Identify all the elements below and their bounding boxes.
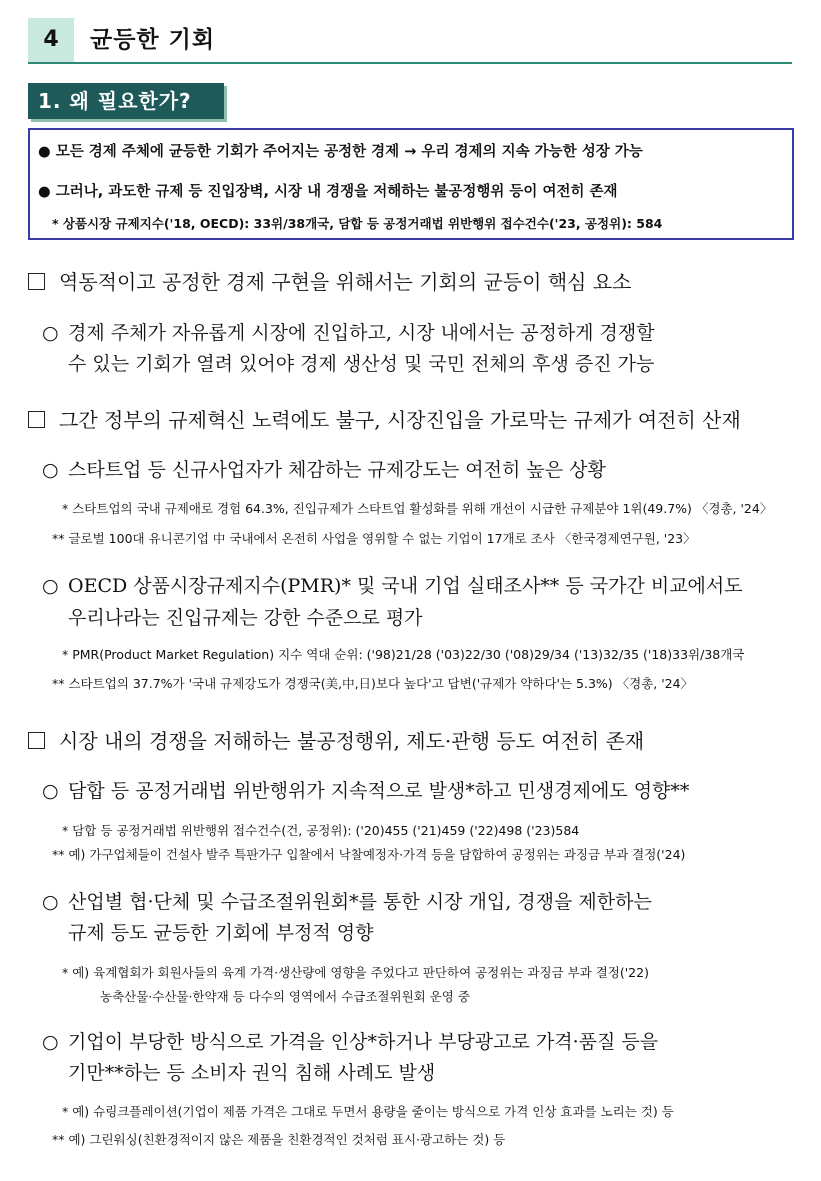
point-2-sub-1-text: 스타트업 등 신규사업자가 체감하는 규제강도는 여전히 높은 상황	[68, 459, 606, 481]
point-3-sub-1-text: 담합 등 공정거래법 위반행위가 지속적으로 발생*하고 민생경제에도 영향**	[68, 780, 690, 802]
point-1-sub-1	[42, 318, 655, 345]
point-2-note-2: ** 글로벌 100대 유니콘기업 中 국내에서 온전히 사업을 영위할 수 없는 기업이 17개로 조사 〈한국경제연구원, '23〉	[52, 531, 696, 546]
point-3-note-6: ** 예) 그린워싱(친환경적이지 않은 제품을 친환경적인 것처럼 표시·광고하는 것) 등	[52, 1132, 506, 1147]
point-2-note-4: ** 스타트업의 37.7%가 '국내 규제강도가 경쟁국(美,中,日)보다 높다'고 답변('규제가 약하다'는 5.3%) 〈경총, '24〉	[52, 676, 694, 691]
chapter-number: 4	[28, 18, 74, 62]
circle-bullet-icon: ○	[42, 575, 59, 597]
point-2-sub-1	[42, 455, 606, 482]
chapter-header	[28, 18, 792, 62]
summary-line-2: ● 그러나, 과도한 규제 등 진입장벽, 시장 내 경쟁을 저해하는 불공정행위 등이 여전히 존재	[38, 184, 618, 200]
circle-bullet-icon: ○	[42, 891, 59, 913]
point-2-note-1: * 스타트업의 국내 규제애로 경험 64.3%, 진입규제가 스타트업 활성화를 위해 개선이 시급한 규제분야 1위(49.7%) 〈경총, '24〉	[62, 501, 773, 516]
point-3-heading	[28, 725, 644, 754]
point-2-text: 그간 정부의 규제혁신 노력에도 불구, 시장진입을 가로막는 규제가 여전히 산재	[59, 408, 741, 432]
point-3-note-4: 농축산물·수산물·한약재 등 다수의 영역에서 수급조절위원회 운영 중	[100, 989, 470, 1004]
point-3-text: 시장 내의 경쟁을 저해하는 불공정행위, 제도·관행 등도 여전히 존재	[59, 729, 645, 753]
square-bullet-icon	[28, 273, 45, 290]
point-3-sub-2-line-2: 규제 등도 균등한 기회에 부정적 영향	[68, 922, 374, 944]
summary-box	[28, 128, 794, 240]
point-3-sub-3	[42, 1027, 658, 1054]
point-3-sub-3-line-1: 기업이 부당한 방식으로 가격을 인상*하거나 부당광고로 가격·품질 등을	[68, 1031, 659, 1053]
summary-line-1: ● 모든 경제 주체에 균등한 기회가 주어지는 공정한 경제 → 우리 경제의 지속 가능한 성장 가능	[38, 144, 643, 160]
square-bullet-icon	[28, 732, 45, 749]
point-1-sub-1-line-1: 경제 주체가 자유롭게 시장에 진입하고, 시장 내에서는 공정하게 경쟁할	[68, 322, 655, 344]
point-2-sub-2-line-1: OECD 상품시장규제지수(PMR)* 및 국내 기업 실태조사** 등 국가간 비교에서도	[68, 575, 743, 597]
point-1-text: 역동적이고 공정한 경제 구현을 위해서는 기회의 균등이 핵심 요소	[59, 270, 632, 294]
section-title: 1. 왜 필요한가?	[28, 83, 224, 119]
point-3-note-5: * 예) 슈링크플레이션(기업이 제품 가격은 그대로 두면서 용량을 줄이는 방식으로 가격 인상 효과를 노리는 것) 등	[62, 1104, 674, 1119]
circle-bullet-icon: ○	[42, 459, 59, 481]
header-divider	[28, 62, 792, 64]
point-2-sub-2	[42, 571, 743, 598]
summary-note: * 상품시장 규제지수('18, OECD): 33위/38개국, 담합 등 공정거래법 위반행위 접수건수('23, 공정위): 584	[52, 216, 663, 231]
point-2-note-3: * PMR(Product Market Regulation) 지수 역대 순위: ('98)21/28 ('03)22/30 ('08)29/34 ('13)32/35 ('18)33위/38개국	[62, 647, 745, 662]
point-3-sub-1	[42, 776, 689, 803]
square-bullet-icon	[28, 411, 45, 428]
point-2-sub-2-line-2: 우리나라는 진입규제는 강한 수준으로 평가	[68, 607, 423, 629]
chapter-title: 균등한 기회	[90, 27, 216, 53]
point-3-note-2: ** 예) 가구업체들이 건설사 발주 특판가구 입찰에서 낙찰예정자·가격 등을 담합하여 공정위는 과징금 부과 결정('24)	[52, 847, 686, 862]
point-1-sub-1-line-2: 수 있는 기회가 열려 있어야 경제 생산성 및 국민 전체의 후생 증진 가능	[68, 353, 655, 375]
point-3-note-3: * 예) 육계협회가 회원사들의 육계 가격·생산량에 영향을 주었다고 판단하여 공정위는 과징금 부과 결정('22)	[62, 965, 649, 980]
circle-bullet-icon: ○	[42, 1031, 59, 1053]
point-3-sub-3-line-2: 기만**하는 등 소비자 권익 침해 사례도 발생	[68, 1062, 436, 1084]
point-1-heading	[28, 266, 632, 295]
point-3-sub-2	[42, 887, 652, 914]
point-3-sub-2-line-1: 산업별 협·단체 및 수급조절위원회*를 통한 시장 개입, 경쟁을 제한하는	[68, 891, 652, 913]
point-3-note-1: * 담합 등 공정거래법 위반행위 접수건수(건, 공정위): ('20)455 ('21)459 ('22)498 ('23)584	[62, 823, 580, 838]
circle-bullet-icon: ○	[42, 322, 59, 344]
point-2-heading	[28, 404, 741, 433]
circle-bullet-icon: ○	[42, 780, 59, 802]
